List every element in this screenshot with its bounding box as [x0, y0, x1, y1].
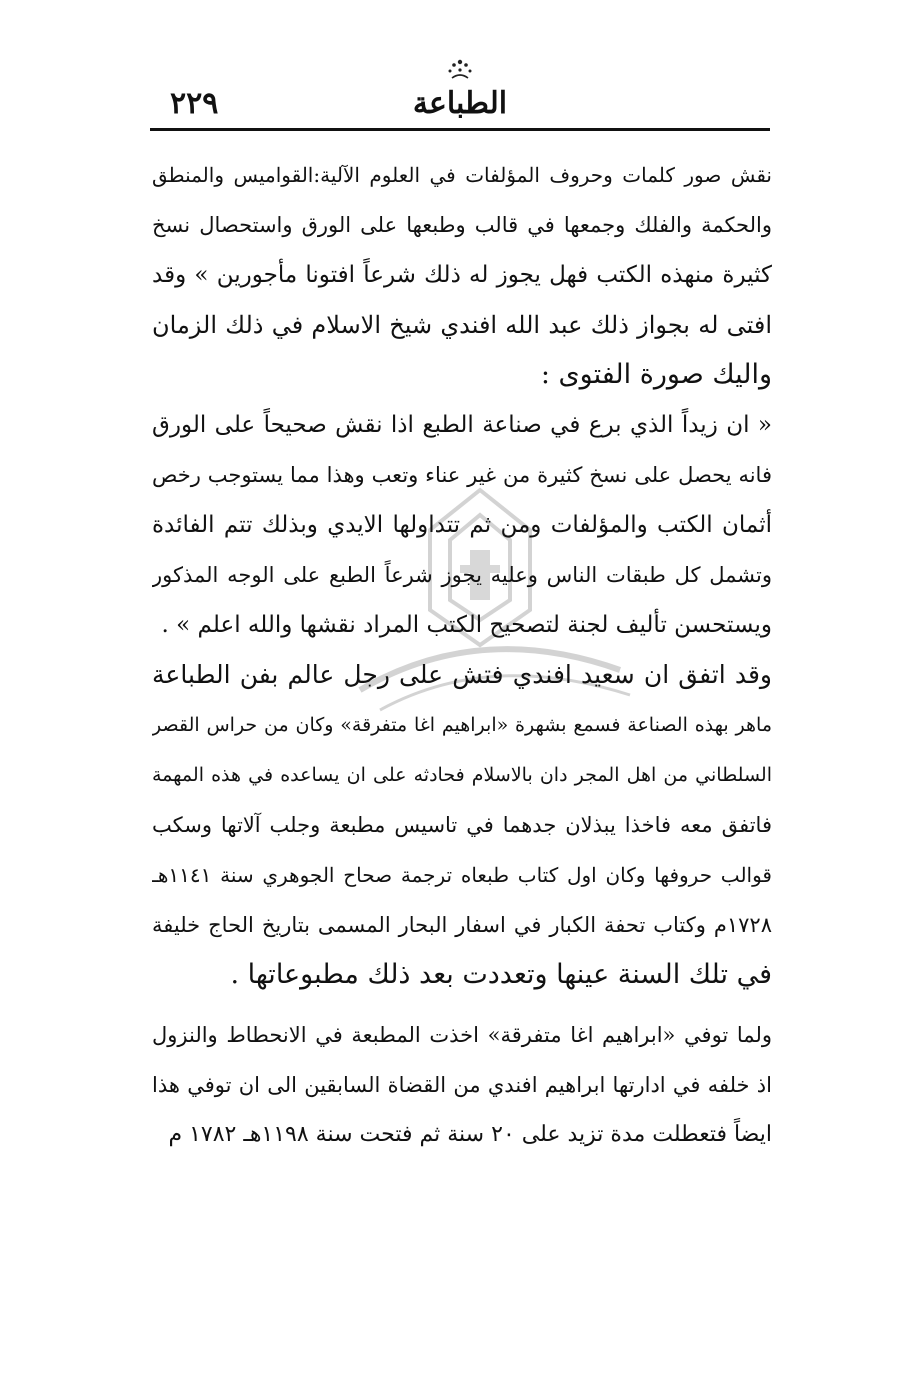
text-line: قوالب حروفها وكان اول كتاب طبعاه ترجمة صحاح الجوهري سنة ١١٤١هـ: [152, 863, 772, 887]
header-divider: [150, 128, 770, 131]
text-line: ١٧٢٨م وكتاب تحفة الكبار في اسفار البحار المسمى بتاريخ الحاج خليفة: [152, 913, 772, 937]
text-line: والحكمة والفلك وجمعها في قالب وطبعها على الورق واستحصال نسخ: [152, 213, 772, 237]
body-text: [152, 150, 772, 1160]
text-line: واليك صورة الفتوى :: [540, 359, 772, 390]
page-header: [150, 50, 770, 130]
paragraph-spacer: [152, 1000, 772, 1010]
text-line: فاتفق معه فاخذا يبذلان جدهما في تاسيس مطبعة وجلب آلاتها وسكب: [152, 813, 772, 837]
ornament-icon: [430, 54, 490, 84]
paragraph-decline: [152, 1010, 772, 1160]
text-line: في تلك السنة عينها وتعددت بعد ذلك مطبوعاتها .: [230, 959, 772, 990]
text-line: ولما توفي «ابراهيم اغا متفرقة» اخذت المطبعة في الانحطاط والنزول: [152, 1023, 772, 1047]
text-line: افتى له بجواز ذلك عبد الله افندي شيخ الاسلام في ذلك الزمان: [152, 311, 772, 339]
text-line: « ان زيداً الذي برع في صناعة الطبع اذا نقش صحيحاً على الورق: [152, 412, 772, 438]
page-number: ٢٢٩: [170, 86, 219, 121]
text-line: السلطاني من اهل المجر دان بالاسلام فحادثه على ان يساعده في هذه المهمة: [152, 764, 772, 786]
text-line: نقش صور كلمات وحروف المؤلفات في العلوم الآلية:القواميس والمنطق: [152, 163, 772, 187]
text-line: كثيرة منهذه الكتب فهل يجوز له ذلك شرعاً افتونا مأجورين » وقد: [152, 262, 772, 288]
text-line: ايضاً فتعطلت مدة تزيد على ٢٠ سنة ثم فتحت سنة ١١٩٨هـ ١٧٨٢ م: [168, 1122, 772, 1147]
paragraph-history: [152, 650, 772, 1000]
text-line: اذ خلفه في ادارتها ابراهيم افندي من القضاة السابقين الى ان توفي هذا: [152, 1073, 772, 1097]
text-line: ماهر بهذه الصناعة فسمع بشهرة «ابراهيم اغا متفرقة» وكان من حراس القصر: [152, 714, 772, 736]
text-line: وقد اتفق ان سعيد افندي فتش على رجل عالم بفن الطباعة: [152, 660, 772, 689]
text-line: وتشمل كل طبقات الناس وعليه يجوز شرعاً الطبع على الوجه المذكور: [152, 563, 772, 587]
text-line: ويستحسن تأليف لجنة لتصحيح الكتب المراد نقشها والله اعلم » .: [161, 612, 772, 638]
page-title: الطباعة: [412, 86, 508, 121]
text-line: أثمان الكتب والمؤلفات ومن ثم تتداولها الايدي وبذلك تتم الفائدة: [152, 512, 772, 538]
paragraph-question: [152, 150, 772, 400]
paragraph-fatwa: [152, 400, 772, 650]
text-line: فانه يحصل على نسخ كثيرة من غير عناء وتعب وهذا مما يستوجب رخص: [152, 463, 772, 487]
